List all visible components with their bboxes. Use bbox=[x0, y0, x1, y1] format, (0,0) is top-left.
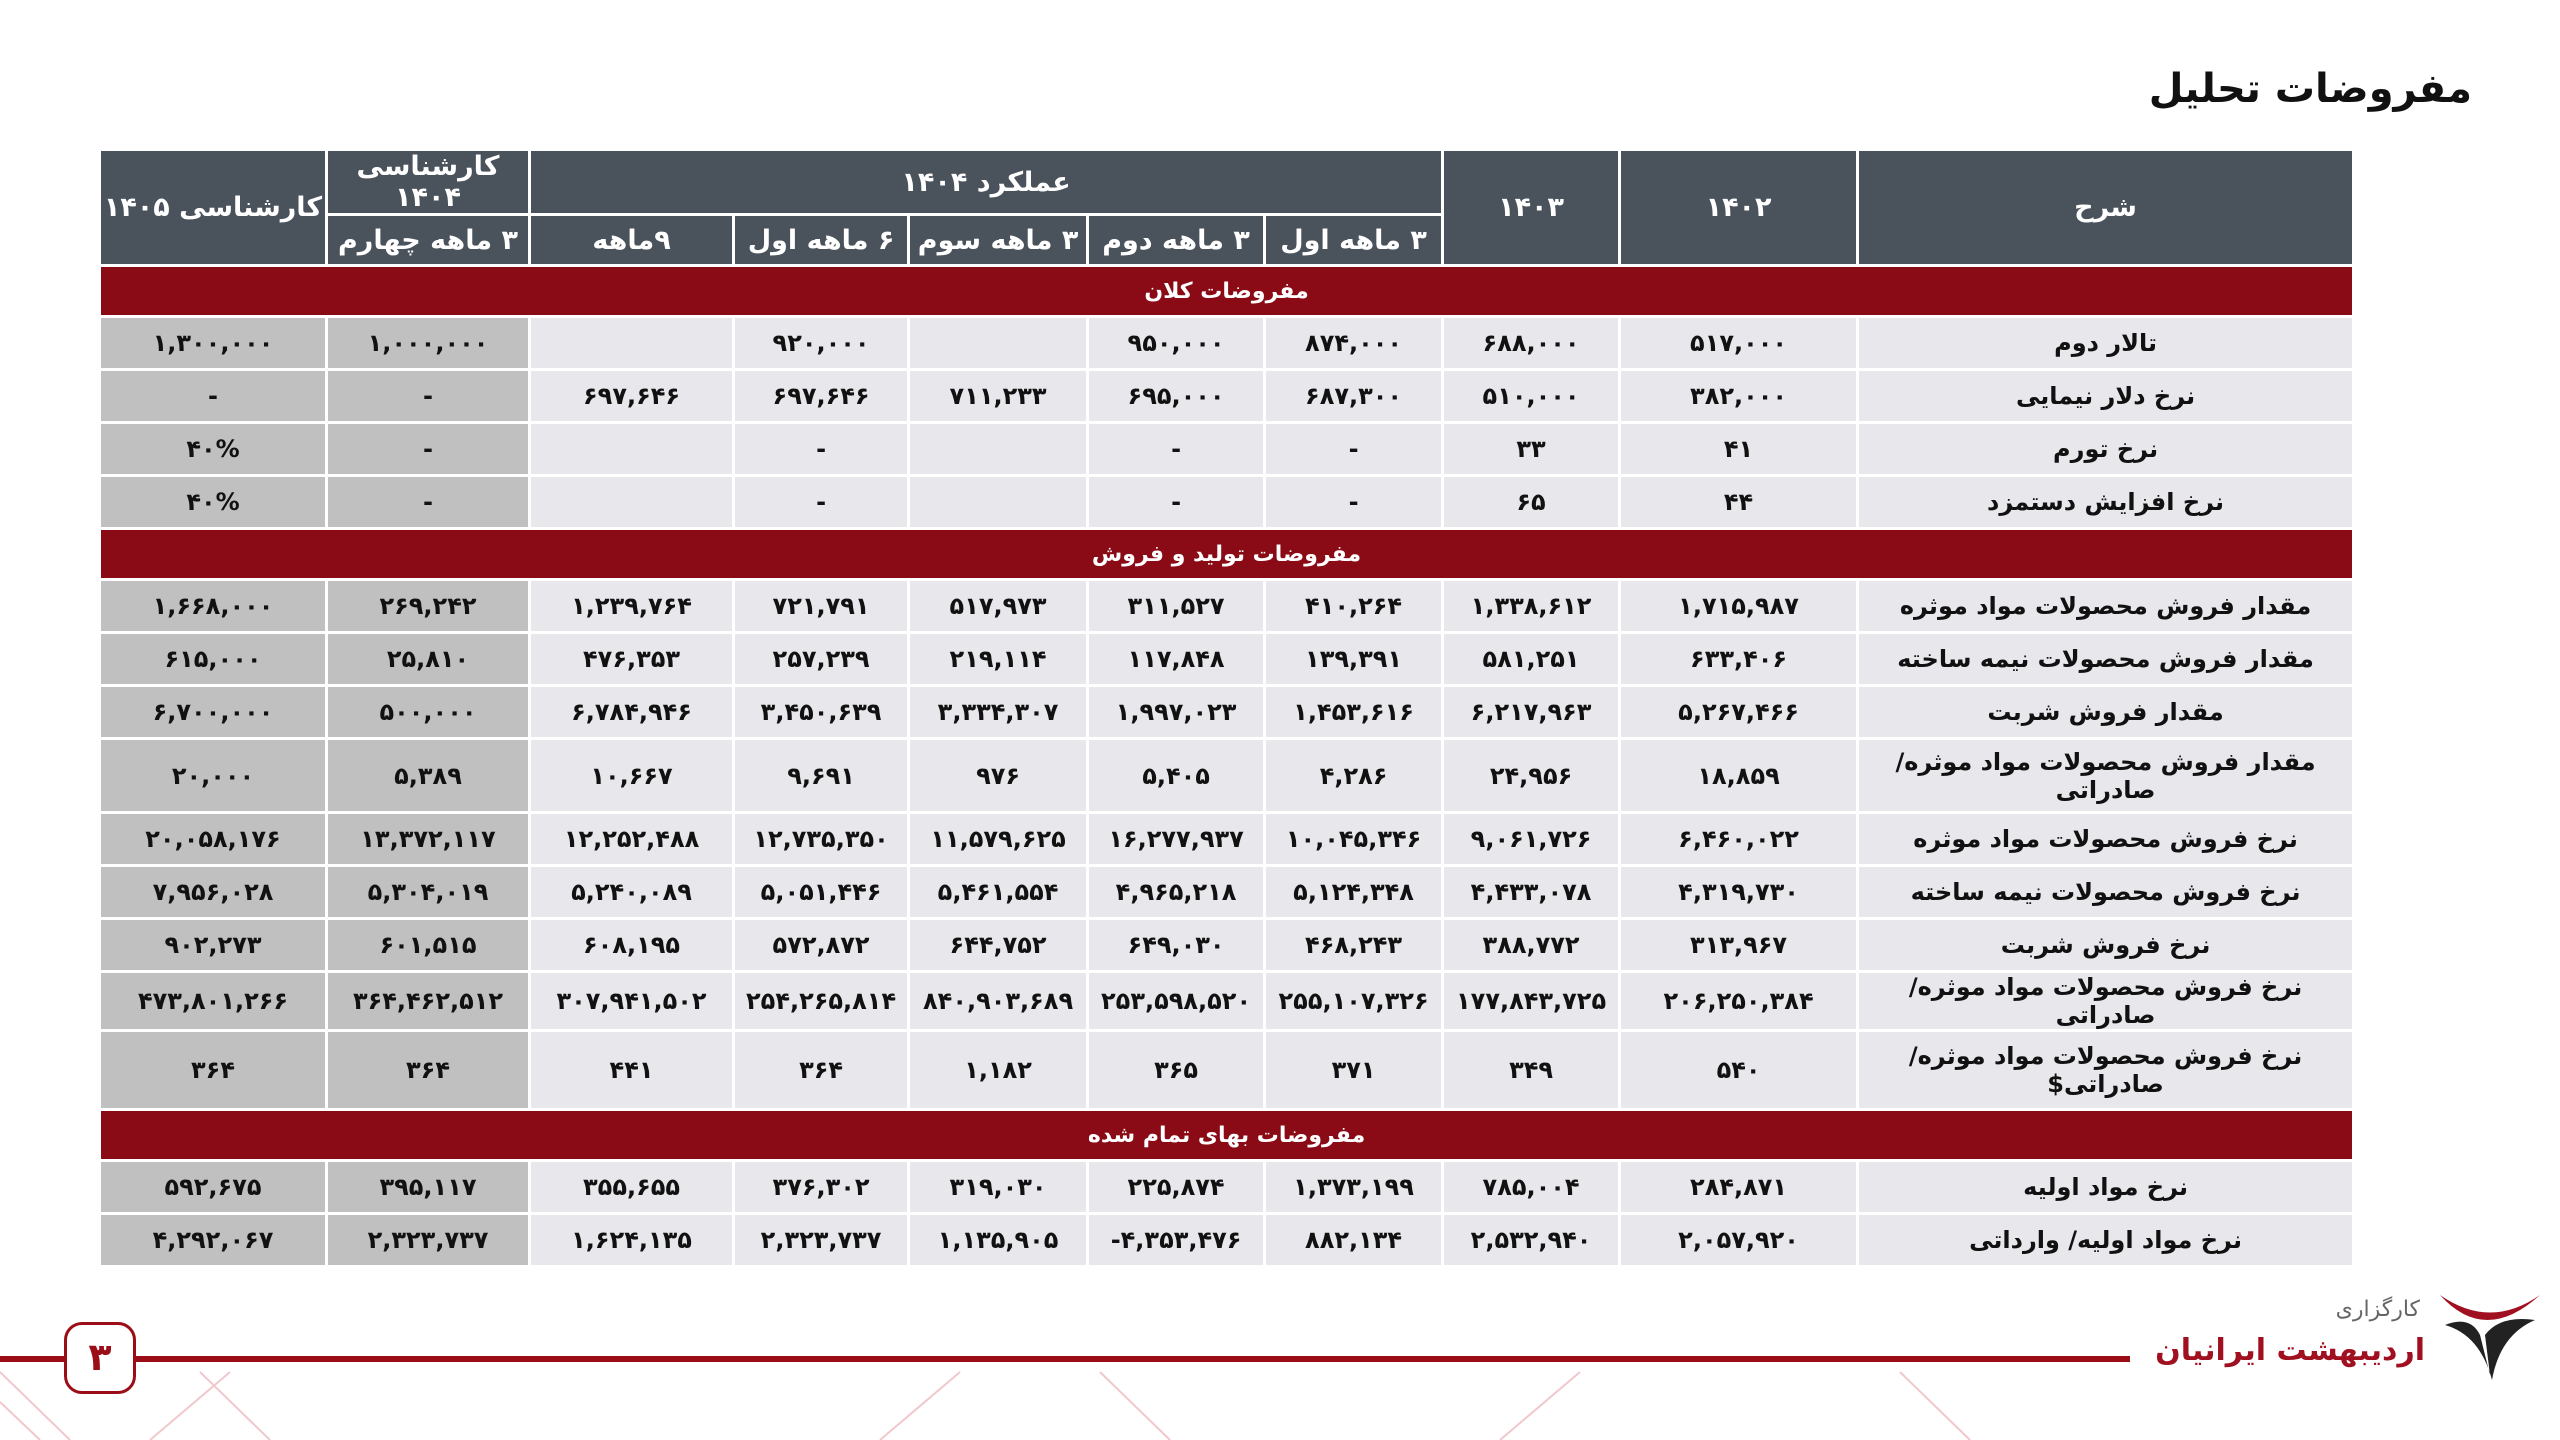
section-title: مفروضات تولید و فروش bbox=[100, 529, 2354, 580]
table-row bbox=[100, 370, 2354, 423]
cell-1403: ۶۸۸,۰۰۰ bbox=[1443, 317, 1620, 370]
cell-9m bbox=[530, 317, 734, 370]
cell-q3 bbox=[909, 423, 1088, 476]
page-number: ۳ bbox=[64, 1322, 136, 1394]
cell-q2: ۶۴۹,۰۳۰ bbox=[1088, 919, 1265, 972]
cell-expert-1405: ۴۰% bbox=[100, 423, 327, 476]
section-row bbox=[100, 266, 2354, 317]
cell-q3: ۷۱۱,۲۳۳ bbox=[909, 370, 1088, 423]
cell-q3: ۶۴۴,۷۵۲ bbox=[909, 919, 1088, 972]
cell-1402: ۳۱۳,۹۶۷ bbox=[1620, 919, 1858, 972]
header-q1: ۳ ماهه اول bbox=[1265, 215, 1443, 266]
cell-q1: ۲۵۵,۱۰۷,۳۲۶ bbox=[1265, 972, 1443, 1031]
cell-9m bbox=[530, 476, 734, 529]
cell-q2: ۳۶۵ bbox=[1088, 1031, 1265, 1110]
cell-expert-q4: ۵,۳۰۴,۰۱۹ bbox=[327, 866, 530, 919]
bull-horns-icon bbox=[2430, 1275, 2550, 1395]
cell-q2: ۱,۹۹۷,۰۲۳ bbox=[1088, 686, 1265, 739]
row-label: مقدار فروش شربت bbox=[1858, 686, 2354, 739]
cell-q1: ۱۰,۰۴۵,۳۴۶ bbox=[1265, 813, 1443, 866]
row-label: تالار دوم bbox=[1858, 317, 2354, 370]
table-row bbox=[100, 686, 2354, 739]
cell-expert-q4: ۳۶۴ bbox=[327, 1031, 530, 1110]
cell-1402: ۴۴ bbox=[1620, 476, 1858, 529]
cell-6m: ۹۲۰,۰۰۰ bbox=[734, 317, 909, 370]
cell-q3: ۹۷۶ bbox=[909, 739, 1088, 813]
cell-9m: ۱,۶۲۴,۱۳۵ bbox=[530, 1214, 734, 1267]
header-1403: ۱۴۰۳ bbox=[1443, 150, 1620, 266]
logo-line2: اردیبهشت ایرانیان bbox=[2155, 1333, 2425, 1368]
footer-decoration bbox=[0, 1362, 2130, 1440]
cell-q3: ۳۱۹,۰۳۰ bbox=[909, 1161, 1088, 1214]
cell-q1: ۸۸۲,۱۳۴ bbox=[1265, 1214, 1443, 1267]
header-1402: ۱۴۰۲ bbox=[1620, 150, 1858, 266]
cell-expert-1405: ۶,۷۰۰,۰۰۰ bbox=[100, 686, 327, 739]
header-q3: ۳ ماهه سوم bbox=[909, 215, 1088, 266]
table-row bbox=[100, 633, 2354, 686]
cell-q1: ۱,۳۷۳,۱۹۹ bbox=[1265, 1161, 1443, 1214]
cell-expert-q4: ۱۳,۳۷۲,۱۱۷ bbox=[327, 813, 530, 866]
cell-expert-q4: ۲۶۹,۲۴۲ bbox=[327, 580, 530, 633]
cell-1403: ۳۴۹ bbox=[1443, 1031, 1620, 1110]
cell-1402: ۳۸۲,۰۰۰ bbox=[1620, 370, 1858, 423]
cell-expert-q4: ۱,۰۰۰,۰۰۰ bbox=[327, 317, 530, 370]
table-body bbox=[100, 266, 2354, 1267]
table-row bbox=[100, 423, 2354, 476]
section-title: مفروضات کلان bbox=[100, 266, 2354, 317]
row-label: نرخ فروش شربت bbox=[1858, 919, 2354, 972]
header-6m: ۶ ماهه اول bbox=[734, 215, 909, 266]
cell-q3: ۵,۴۶۱,۵۵۴ bbox=[909, 866, 1088, 919]
cell-1403: ۲۴,۹۵۶ bbox=[1443, 739, 1620, 813]
cell-expert-q4: ۲,۳۲۳,۷۳۷ bbox=[327, 1214, 530, 1267]
cell-1402: ۴۱ bbox=[1620, 423, 1858, 476]
cell-6m: ۶۹۷,۶۴۶ bbox=[734, 370, 909, 423]
table-row bbox=[100, 476, 2354, 529]
cell-6m: ۵۷۲,۸۷۲ bbox=[734, 919, 909, 972]
cell-q2: ۴,۹۶۵,۲۱۸ bbox=[1088, 866, 1265, 919]
table-row bbox=[100, 1161, 2354, 1214]
cell-q1: - bbox=[1265, 476, 1443, 529]
cell-1403: ۴,۴۳۳,۰۷۸ bbox=[1443, 866, 1620, 919]
cell-9m: ۴۷۶,۳۵۳ bbox=[530, 633, 734, 686]
cell-q1: ۴,۲۸۶ bbox=[1265, 739, 1443, 813]
row-label: نرخ فروش محصولات مواد موثره/صادراتی$ bbox=[1858, 1031, 2354, 1110]
cell-1402: ۶,۴۶۰,۰۲۲ bbox=[1620, 813, 1858, 866]
cell-q3: ۵۱۷,۹۷۳ bbox=[909, 580, 1088, 633]
cell-q3: ۸۴۰,۹۰۳,۶۸۹ bbox=[909, 972, 1088, 1031]
cell-expert-q4: ۵۰۰,۰۰۰ bbox=[327, 686, 530, 739]
cell-q3: ۱۱,۵۷۹,۶۲۵ bbox=[909, 813, 1088, 866]
row-label: مقدار فروش محصولات مواد موثره/صادراتی bbox=[1858, 739, 2354, 813]
cell-expert-q4: ۵,۳۸۹ bbox=[327, 739, 530, 813]
header-expert-1404: کارشناسی ۱۴۰۴ bbox=[327, 150, 530, 215]
table-row bbox=[100, 919, 2354, 972]
table-row bbox=[100, 580, 2354, 633]
row-label: نرخ فروش محصولات مواد موثره bbox=[1858, 813, 2354, 866]
cell-1403: ۲,۵۳۲,۹۴۰ bbox=[1443, 1214, 1620, 1267]
cell-1402: ۲,۰۵۷,۹۲۰ bbox=[1620, 1214, 1858, 1267]
cell-q2: ۵,۴۰۵ bbox=[1088, 739, 1265, 813]
row-label: نرخ تورم bbox=[1858, 423, 2354, 476]
table-row bbox=[100, 972, 2354, 1031]
cell-q1: - bbox=[1265, 423, 1443, 476]
cell-q2: - bbox=[1088, 423, 1265, 476]
section-row bbox=[100, 1110, 2354, 1161]
cell-q2: -۴,۳۵۳,۴۷۶ bbox=[1088, 1214, 1265, 1267]
cell-6m: ۱۲,۷۳۵,۳۵۰ bbox=[734, 813, 909, 866]
cell-6m: - bbox=[734, 476, 909, 529]
cell-q1: ۱,۴۵۳,۶۱۶ bbox=[1265, 686, 1443, 739]
cell-expert-1405: ۲۰,۰۵۸,۱۷۶ bbox=[100, 813, 327, 866]
page-title: مفروضات تحلیل bbox=[2148, 66, 2472, 112]
cell-1402: ۲۰۶,۲۵۰,۳۸۴ bbox=[1620, 972, 1858, 1031]
cell-6m: ۷۲۱,۷۹۱ bbox=[734, 580, 909, 633]
cell-q3: ۲۱۹,۱۱۴ bbox=[909, 633, 1088, 686]
footer-divider bbox=[0, 1356, 2130, 1362]
cell-q2: ۹۵۰,۰۰۰ bbox=[1088, 317, 1265, 370]
cell-q3: ۱,۱۳۵,۹۰۵ bbox=[909, 1214, 1088, 1267]
cell-expert-1405: ۵۹۲,۶۷۵ bbox=[100, 1161, 327, 1214]
cell-1403: ۶۵ bbox=[1443, 476, 1620, 529]
table-row bbox=[100, 317, 2354, 370]
cell-q2: ۶۹۵,۰۰۰ bbox=[1088, 370, 1265, 423]
cell-expert-1405: ۷,۹۵۶,۰۲۸ bbox=[100, 866, 327, 919]
cell-9m: ۴۴۱ bbox=[530, 1031, 734, 1110]
cell-9m: ۶۹۷,۶۴۶ bbox=[530, 370, 734, 423]
header-description: شرح bbox=[1858, 150, 2354, 266]
assumptions-table bbox=[98, 148, 2355, 1268]
cell-6m: ۳,۴۵۰,۶۳۹ bbox=[734, 686, 909, 739]
cell-6m: ۲۵۷,۲۳۹ bbox=[734, 633, 909, 686]
cell-q3: ۱,۱۸۲ bbox=[909, 1031, 1088, 1110]
row-label: نرخ مواد اولیه/ وارداتی bbox=[1858, 1214, 2354, 1267]
cell-q1: ۳۷۱ bbox=[1265, 1031, 1443, 1110]
row-label: نرخ فروش محصولات مواد موثره/صادراتی bbox=[1858, 972, 2354, 1031]
cell-1403: ۳۳ bbox=[1443, 423, 1620, 476]
cell-expert-1405: ۴,۲۹۲,۰۶۷ bbox=[100, 1214, 327, 1267]
cell-expert-1405: ۴۰% bbox=[100, 476, 327, 529]
cell-q2: ۱۱۷,۸۴۸ bbox=[1088, 633, 1265, 686]
cell-9m: ۱۲,۲۵۲,۴۸۸ bbox=[530, 813, 734, 866]
cell-expert-1405: ۴۷۳,۸۰۱,۲۶۶ bbox=[100, 972, 327, 1031]
cell-1402: ۶۳۳,۴۰۶ bbox=[1620, 633, 1858, 686]
cell-9m bbox=[530, 423, 734, 476]
row-label: نرخ مواد اولیه bbox=[1858, 1161, 2354, 1214]
row-label: مقدار فروش محصولات نیمه ساخته bbox=[1858, 633, 2354, 686]
cell-expert-q4: - bbox=[327, 423, 530, 476]
cell-1403: ۱۷۷,۸۴۳,۷۲۵ bbox=[1443, 972, 1620, 1031]
cell-q2: ۲۵۳,۵۹۸,۵۲۰ bbox=[1088, 972, 1265, 1031]
cell-1402: ۴,۳۱۹,۷۳۰ bbox=[1620, 866, 1858, 919]
cell-expert-q4: ۳۶۴,۴۶۲,۵۱۲ bbox=[327, 972, 530, 1031]
cell-9m: ۳۵۵,۶۵۵ bbox=[530, 1161, 734, 1214]
cell-expert-q4: - bbox=[327, 476, 530, 529]
cell-q1: ۴۱۰,۲۶۴ bbox=[1265, 580, 1443, 633]
logo-line1: کارگزاری bbox=[2335, 1297, 2420, 1322]
cell-q2: ۳۱۱,۵۲۷ bbox=[1088, 580, 1265, 633]
cell-1403: ۱,۳۳۸,۶۱۲ bbox=[1443, 580, 1620, 633]
brokerage-logo bbox=[2130, 1275, 2550, 1395]
cell-q3 bbox=[909, 476, 1088, 529]
cell-9m: ۳۰۷,۹۴۱,۵۰۲ bbox=[530, 972, 734, 1031]
cell-9m: ۶,۷۸۴,۹۴۶ bbox=[530, 686, 734, 739]
cell-expert-1405: - bbox=[100, 370, 327, 423]
table-row bbox=[100, 866, 2354, 919]
row-label: نرخ فروش محصولات نیمه ساخته bbox=[1858, 866, 2354, 919]
cell-9m: ۶۰۸,۱۹۵ bbox=[530, 919, 734, 972]
cell-6m: ۲۵۴,۲۶۵,۸۱۴ bbox=[734, 972, 909, 1031]
cell-expert-1405: ۶۱۵,۰۰۰ bbox=[100, 633, 327, 686]
cell-expert-q4: ۳۹۵,۱۱۷ bbox=[327, 1161, 530, 1214]
cell-1403: ۵۸۱,۲۵۱ bbox=[1443, 633, 1620, 686]
cell-6m: - bbox=[734, 423, 909, 476]
cell-expert-1405: ۱,۶۶۸,۰۰۰ bbox=[100, 580, 327, 633]
section-title: مفروضات بهای تمام شده bbox=[100, 1110, 2354, 1161]
header-q2: ۳ ماهه دوم bbox=[1088, 215, 1265, 266]
section-row bbox=[100, 529, 2354, 580]
cell-expert-q4: - bbox=[327, 370, 530, 423]
row-label: نرخ افزایش دستمزد bbox=[1858, 476, 2354, 529]
cell-q1: ۸۷۴,۰۰۰ bbox=[1265, 317, 1443, 370]
cell-q3: ۳,۳۳۴,۳۰۷ bbox=[909, 686, 1088, 739]
cell-6m: ۳۶۴ bbox=[734, 1031, 909, 1110]
table-row bbox=[100, 1031, 2354, 1110]
cell-9m: ۱,۲۳۹,۷۶۴ bbox=[530, 580, 734, 633]
header-performance-1404: عملکرد ۱۴۰۴ bbox=[530, 150, 1443, 215]
cell-q1: ۴۶۸,۲۴۳ bbox=[1265, 919, 1443, 972]
cell-6m: ۳۷۶,۳۰۲ bbox=[734, 1161, 909, 1214]
cell-q3 bbox=[909, 317, 1088, 370]
cell-1402: ۵۱۷,۰۰۰ bbox=[1620, 317, 1858, 370]
header-q4: ۳ ماهه چهارم bbox=[327, 215, 530, 266]
cell-6m: ۲,۳۲۳,۷۳۷ bbox=[734, 1214, 909, 1267]
cell-expert-q4: ۲۵,۸۱۰ bbox=[327, 633, 530, 686]
table-row bbox=[100, 739, 2354, 813]
table-row bbox=[100, 1214, 2354, 1267]
cell-1402: ۵,۲۶۷,۴۶۶ bbox=[1620, 686, 1858, 739]
cell-9m: ۱۰,۶۶۷ bbox=[530, 739, 734, 813]
cell-expert-1405: ۹۰۲,۲۷۳ bbox=[100, 919, 327, 972]
cell-1403: ۹,۰۶۱,۷۲۶ bbox=[1443, 813, 1620, 866]
cell-6m: ۹,۶۹۱ bbox=[734, 739, 909, 813]
cell-q2: ۲۲۵,۸۷۴ bbox=[1088, 1161, 1265, 1214]
cell-9m: ۵,۲۴۰,۰۸۹ bbox=[530, 866, 734, 919]
cell-1402: ۲۸۴,۸۷۱ bbox=[1620, 1161, 1858, 1214]
cell-1402: ۱۸,۸۵۹ bbox=[1620, 739, 1858, 813]
cell-q2: - bbox=[1088, 476, 1265, 529]
cell-q1: ۵,۱۲۴,۳۴۸ bbox=[1265, 866, 1443, 919]
row-label: مقدار فروش محصولات مواد موثره bbox=[1858, 580, 2354, 633]
header-9m: ۹ماهه bbox=[530, 215, 734, 266]
cell-1403: ۶,۲۱۷,۹۶۳ bbox=[1443, 686, 1620, 739]
cell-q2: ۱۶,۲۷۷,۹۳۷ bbox=[1088, 813, 1265, 866]
cell-q1: ۱۳۹,۳۹۱ bbox=[1265, 633, 1443, 686]
cell-1403: ۳۸۸,۷۷۲ bbox=[1443, 919, 1620, 972]
cell-expert-1405: ۱,۳۰۰,۰۰۰ bbox=[100, 317, 327, 370]
cell-6m: ۵,۰۵۱,۴۴۶ bbox=[734, 866, 909, 919]
cell-expert-q4: ۶۰۱,۵۱۵ bbox=[327, 919, 530, 972]
cell-expert-1405: ۲۰,۰۰۰ bbox=[100, 739, 327, 813]
table-row bbox=[100, 813, 2354, 866]
cell-1403: ۵۱۰,۰۰۰ bbox=[1443, 370, 1620, 423]
row-label: نرخ دلار نیمایی bbox=[1858, 370, 2354, 423]
cell-expert-1405: ۳۶۴ bbox=[100, 1031, 327, 1110]
cell-q1: ۶۸۷,۳۰۰ bbox=[1265, 370, 1443, 423]
header-expert-1405: کارشناسی ۱۴۰۵ bbox=[100, 150, 327, 266]
cell-1402: ۱,۷۱۵,۹۸۷ bbox=[1620, 580, 1858, 633]
cell-1403: ۷۸۵,۰۰۴ bbox=[1443, 1161, 1620, 1214]
cell-1402: ۵۴۰ bbox=[1620, 1031, 1858, 1110]
